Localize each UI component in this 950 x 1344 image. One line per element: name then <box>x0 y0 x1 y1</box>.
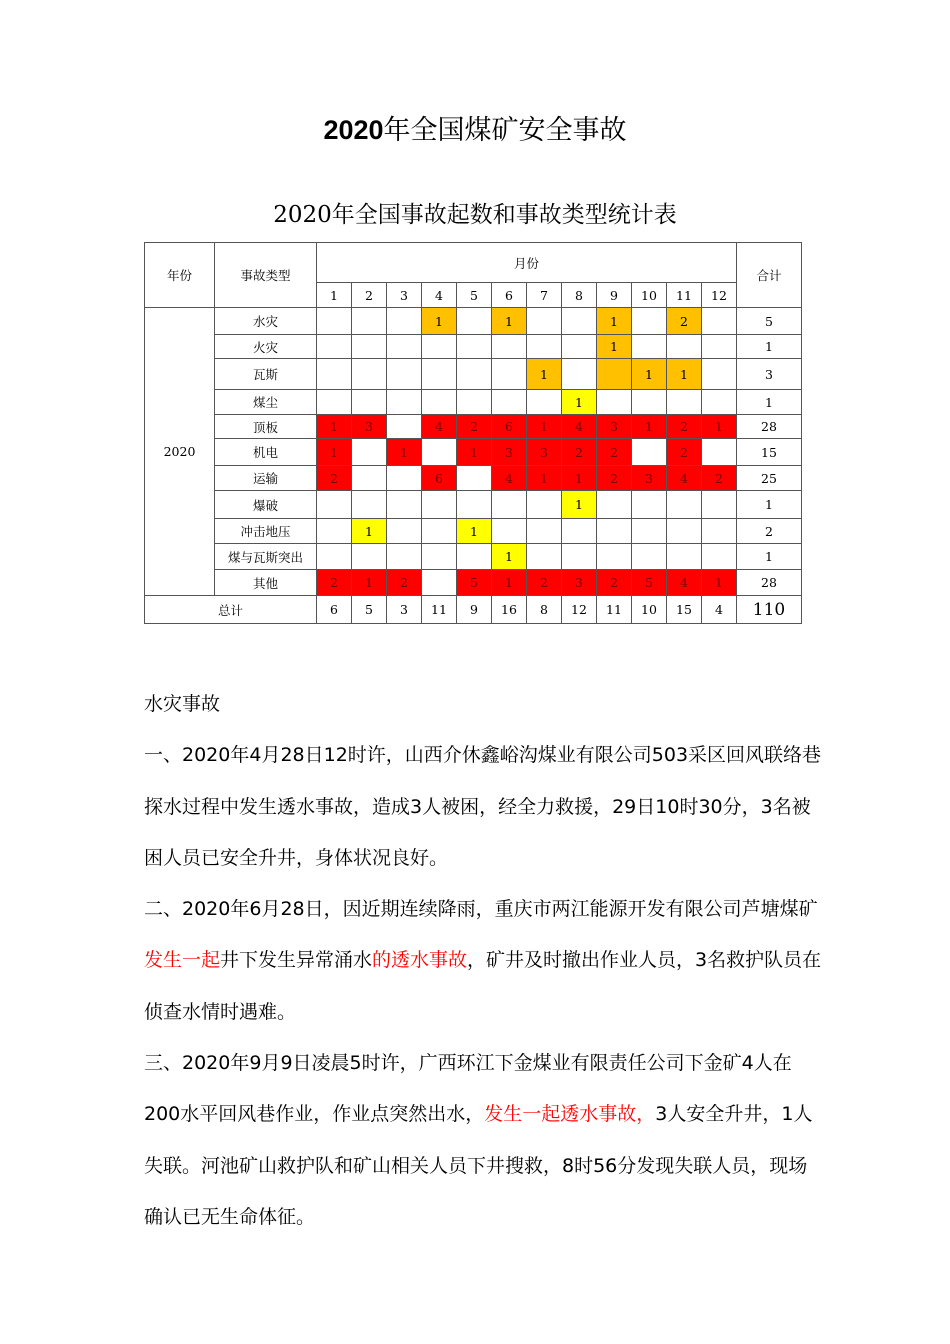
count-cell: 4 <box>492 466 527 491</box>
paragraph-2-text-a: 二、2020年6月28日，因近期连续降雨，重庆市两江能源开发有限公司芦塘煤矿 <box>144 898 818 921</box>
count-cell: 4 <box>667 570 702 596</box>
count-cell: 2 <box>667 415 702 439</box>
count-cell <box>667 544 702 570</box>
count-cell <box>422 390 457 415</box>
count-cell: 1 <box>492 544 527 570</box>
accident-type-cell: 煤与瓦斯突出 <box>215 544 317 570</box>
count-cell <box>632 519 667 544</box>
count-cell <box>422 491 457 519</box>
row-total-cell: 1 <box>737 390 802 415</box>
count-cell <box>352 439 387 466</box>
footer-month-total: 10 <box>632 596 667 624</box>
header-month: 月份 <box>317 243 737 283</box>
count-cell: 1 <box>562 466 597 491</box>
year-cell: 2020 <box>145 308 215 596</box>
count-cell <box>562 544 597 570</box>
footer-month-total: 4 <box>702 596 737 624</box>
count-cell: 1 <box>457 519 492 544</box>
count-cell <box>352 544 387 570</box>
table-row <box>145 491 802 519</box>
month-header-1: 1 <box>317 283 352 308</box>
count-cell <box>632 439 667 466</box>
count-cell: 3 <box>352 415 387 439</box>
count-cell <box>317 390 352 415</box>
count-cell <box>352 359 387 390</box>
count-cell: 2 <box>597 439 632 466</box>
row-total-cell: 1 <box>737 491 802 519</box>
month-header-8: 8 <box>562 283 597 308</box>
count-cell: 1 <box>702 570 737 596</box>
count-cell <box>667 390 702 415</box>
accident-type-cell: 机电 <box>215 439 317 466</box>
count-cell <box>387 466 422 491</box>
paragraph-1 <box>144 730 824 884</box>
count-cell <box>632 335 667 359</box>
count-cell <box>422 519 457 544</box>
paragraph-3 <box>144 1038 824 1243</box>
paragraph-3-text-a: 三、2020年9月9日凌晨5时许，广西环江下金煤业有限责任公司下金矿4人在200水平回风巷作业，作业点突然出水， <box>144 1052 792 1126</box>
accident-type-cell: 顶板 <box>215 415 317 439</box>
accident-type-cell: 煤尘 <box>215 390 317 415</box>
count-cell: 6 <box>422 466 457 491</box>
footer-month-total: 6 <box>317 596 352 624</box>
count-cell <box>527 308 562 335</box>
table-row <box>145 570 802 596</box>
footer-month-total: 12 <box>562 596 597 624</box>
count-cell: 1 <box>317 439 352 466</box>
count-cell: 2 <box>562 439 597 466</box>
header-year: 年份 <box>145 243 215 308</box>
count-cell: 2 <box>597 466 632 491</box>
paragraph-1-text: 一、2020年4月28日12时许，山西介休鑫峪沟煤业有限公司503采区回风联络巷探水过程中发生透水事故，造成3人被困，经全力救援，29日10时30分，3名被困人员已安全升井，身体状况良好。 <box>144 744 822 869</box>
count-cell <box>632 491 667 519</box>
count-cell: 1 <box>387 439 422 466</box>
count-cell: 1 <box>632 359 667 390</box>
count-cell: 1 <box>527 359 562 390</box>
table-row <box>145 335 802 359</box>
count-cell: 1 <box>492 570 527 596</box>
count-cell <box>702 390 737 415</box>
count-cell <box>317 544 352 570</box>
month-header-6: 6 <box>492 283 527 308</box>
accident-type-cell: 火灾 <box>215 335 317 359</box>
paragraph-2-text-b: 井下发生异常涌水 <box>220 949 373 972</box>
count-cell <box>317 491 352 519</box>
row-total-cell: 2 <box>737 519 802 544</box>
count-cell: 3 <box>492 439 527 466</box>
table-row <box>145 519 802 544</box>
table-row <box>145 308 802 335</box>
count-cell: 1 <box>317 415 352 439</box>
count-cell <box>457 390 492 415</box>
count-cell <box>317 335 352 359</box>
table-row <box>145 390 802 415</box>
count-cell: 1 <box>422 308 457 335</box>
month-header-9: 9 <box>597 283 632 308</box>
count-cell <box>667 519 702 544</box>
table-row <box>145 439 802 466</box>
count-cell: 1 <box>667 359 702 390</box>
row-total-cell: 1 <box>737 335 802 359</box>
paragraph-3-highlight: 发生一起透水事故， <box>484 1103 656 1126</box>
count-cell: 1 <box>352 519 387 544</box>
count-cell <box>527 544 562 570</box>
count-cell: 2 <box>457 415 492 439</box>
paragraph-2-highlight-2: 的透水事故 <box>372 949 468 972</box>
count-cell: 1 <box>702 415 737 439</box>
count-cell: 3 <box>597 415 632 439</box>
table-title: 2020年全国事故起数和事故类型统计表 <box>273 202 677 228</box>
count-cell <box>667 491 702 519</box>
footer-month-total: 11 <box>422 596 457 624</box>
count-cell: 1 <box>527 415 562 439</box>
accident-type-cell: 运输 <box>215 466 317 491</box>
count-cell <box>422 439 457 466</box>
count-cell: 5 <box>632 570 667 596</box>
table-row <box>145 359 802 390</box>
count-cell <box>597 519 632 544</box>
month-header-11: 11 <box>667 283 702 308</box>
count-cell: 2 <box>667 439 702 466</box>
count-cell: 4 <box>562 415 597 439</box>
count-cell <box>422 335 457 359</box>
count-cell: 3 <box>632 466 667 491</box>
count-cell <box>632 390 667 415</box>
row-total-cell: 28 <box>737 415 802 439</box>
count-cell <box>667 335 702 359</box>
table-row <box>145 415 802 439</box>
count-cell <box>597 491 632 519</box>
count-cell <box>457 359 492 390</box>
count-cell <box>527 335 562 359</box>
table-row <box>145 544 802 570</box>
count-cell: 1 <box>597 308 632 335</box>
count-cell <box>457 466 492 491</box>
count-cell <box>527 491 562 519</box>
month-header-12: 12 <box>702 283 737 308</box>
count-cell <box>597 390 632 415</box>
count-cell <box>702 439 737 466</box>
footer-label: 总计 <box>145 596 317 624</box>
accident-type-cell: 瓦斯 <box>215 359 317 390</box>
count-cell: 2 <box>667 308 702 335</box>
page-title <box>0 108 950 147</box>
count-cell: 1 <box>527 466 562 491</box>
count-cell <box>562 308 597 335</box>
footer-month-total: 8 <box>527 596 562 624</box>
row-total-cell: 15 <box>737 439 802 466</box>
count-cell <box>352 491 387 519</box>
count-cell <box>702 519 737 544</box>
count-cell <box>492 390 527 415</box>
count-cell: 1 <box>492 308 527 335</box>
count-cell: 5 <box>457 570 492 596</box>
count-cell <box>632 308 667 335</box>
footer-month-total: 9 <box>457 596 492 624</box>
count-cell <box>492 335 527 359</box>
title-rest: 年全国煤矿安全事故 <box>383 115 627 146</box>
header-type: 事故类型 <box>215 243 317 308</box>
count-cell <box>597 359 632 390</box>
accident-type-cell: 冲击地压 <box>215 519 317 544</box>
count-cell <box>702 335 737 359</box>
count-cell <box>387 359 422 390</box>
paragraph-2-highlight-1: 发生一起 <box>144 949 221 972</box>
count-cell <box>317 308 352 335</box>
count-cell: 2 <box>317 466 352 491</box>
count-cell <box>702 308 737 335</box>
count-cell: 1 <box>457 439 492 466</box>
count-cell: 3 <box>527 439 562 466</box>
count-cell: 6 <box>492 415 527 439</box>
footer-month-total: 15 <box>667 596 702 624</box>
count-cell: 3 <box>562 570 597 596</box>
row-total-cell: 5 <box>737 308 802 335</box>
table-row <box>145 466 802 491</box>
count-cell <box>317 519 352 544</box>
count-cell <box>632 544 667 570</box>
count-cell: 2 <box>317 570 352 596</box>
count-cell: 1 <box>632 415 667 439</box>
count-cell: 2 <box>527 570 562 596</box>
count-cell <box>702 544 737 570</box>
count-cell <box>387 415 422 439</box>
count-cell <box>492 491 527 519</box>
row-total-cell: 1 <box>737 544 802 570</box>
count-cell: 2 <box>702 466 737 491</box>
count-cell <box>457 544 492 570</box>
footer-month-total: 11 <box>597 596 632 624</box>
month-header-10: 10 <box>632 283 667 308</box>
count-cell <box>387 308 422 335</box>
count-cell <box>422 359 457 390</box>
count-cell <box>352 308 387 335</box>
count-cell <box>527 519 562 544</box>
count-cell <box>597 544 632 570</box>
count-cell: 1 <box>352 570 387 596</box>
month-header-4: 4 <box>422 283 457 308</box>
month-header-2: 2 <box>352 283 387 308</box>
count-cell <box>422 544 457 570</box>
count-cell: 1 <box>562 491 597 519</box>
count-cell <box>387 335 422 359</box>
month-header-7: 7 <box>527 283 562 308</box>
count-cell <box>457 335 492 359</box>
title-year: 2020 <box>323 115 384 145</box>
paragraph-2-text-c: ，矿井及时撤出作业人员，3名救护队员在侦查水情时遇难。 <box>144 949 822 1023</box>
count-cell <box>562 335 597 359</box>
row-total-cell: 3 <box>737 359 802 390</box>
count-cell <box>562 359 597 390</box>
count-cell <box>492 519 527 544</box>
count-cell <box>352 335 387 359</box>
month-header-3: 3 <box>387 283 422 308</box>
count-cell: 2 <box>387 570 422 596</box>
accident-statistics-table <box>144 242 802 624</box>
row-total-cell: 25 <box>737 466 802 491</box>
count-cell <box>492 359 527 390</box>
grand-total: 110 <box>737 596 802 624</box>
row-total-cell: 28 <box>737 570 802 596</box>
footer-month-total: 3 <box>387 596 422 624</box>
footer-month-total: 5 <box>352 596 387 624</box>
count-cell: 4 <box>667 466 702 491</box>
count-cell <box>387 544 422 570</box>
month-header-5: 5 <box>457 283 492 308</box>
accident-type-cell: 其他 <box>215 570 317 596</box>
count-cell <box>387 519 422 544</box>
paragraph-2 <box>144 884 824 1038</box>
count-cell <box>352 466 387 491</box>
count-cell: 2 <box>597 570 632 596</box>
count-cell <box>702 491 737 519</box>
count-cell <box>562 519 597 544</box>
count-cell <box>387 491 422 519</box>
paragraph-3-text-b: 3人安全升井，1人失联。河池矿山救护队和矿山相关人员下井搜救，8时56分发现失联人员，现场确认已无生命体征。 <box>144 1103 813 1228</box>
header-total: 合计 <box>737 243 802 308</box>
count-cell: 1 <box>597 335 632 359</box>
footer-month-total: 16 <box>492 596 527 624</box>
count-cell <box>527 390 562 415</box>
count-cell <box>317 359 352 390</box>
count-cell <box>457 308 492 335</box>
count-cell <box>387 390 422 415</box>
article-body <box>144 679 824 1243</box>
count-cell <box>702 359 737 390</box>
count-cell <box>352 390 387 415</box>
count-cell <box>422 570 457 596</box>
accident-type-cell: 水灾 <box>215 308 317 335</box>
count-cell: 4 <box>422 415 457 439</box>
footer-row <box>145 596 802 624</box>
count-cell <box>457 491 492 519</box>
accident-type-cell: 爆破 <box>215 491 317 519</box>
count-cell: 1 <box>562 390 597 415</box>
section-heading: 水灾事故 <box>144 693 221 715</box>
